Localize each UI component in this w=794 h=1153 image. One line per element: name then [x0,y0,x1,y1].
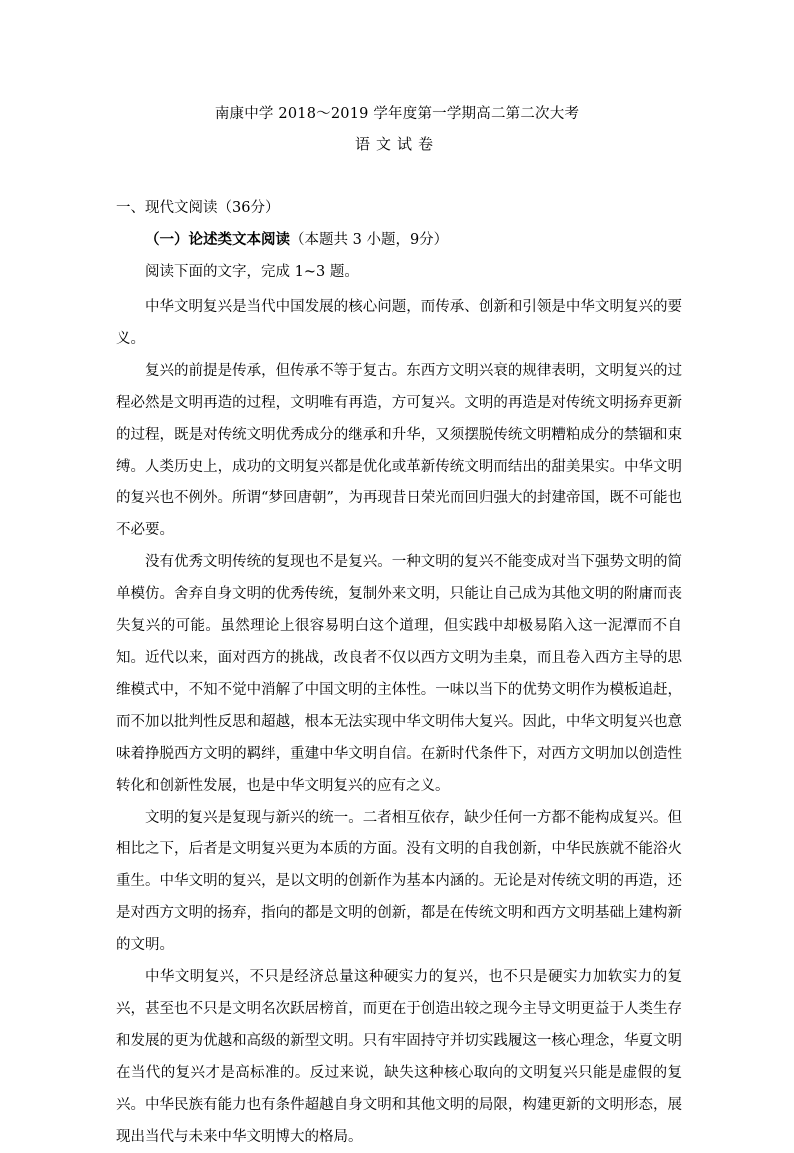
section-heading: 一、现代文阅读（36分） [116,200,280,216]
subsection-note: （本题共 3 小题，9分） [290,232,449,248]
passage-paragraph: 复兴的前提是传承，但传承不等于复古。东西方文明兴衰的规律表明，文明复兴的过程必然是文明再造的过程，文明唯有再造，方可复兴。文明的再造是对传统文明扬弃更新的过程，既是对传统文明优秀成分的继承和升华，又须摆脱传统文明糟粕成分的禁锢和束缚。人类历史上，成功的文明复兴都是优化或革新传统文明而结出的甜美果实。中华文明的复兴也不例外。所谓“梦回唐朝”，为再现昔日荣光而回归强大的封建帝国，既不可能也不必要。 [116,362,682,539]
passage-paragraph: 文明的复兴是复现与新兴的统一。二者相互依存，缺少任何一方都不能构成复兴。但相比之下，后者是文明复兴更为本质的方面。没有文明的自我创新，中华民族就不能浴火重生。中华文明的复兴，是以文明的创新作为基本内涵的。无论是对传统文明的再造，还是对西方文明的扬弃，指向的都是文明的创新，都是在传统文明和西方文明基础上建构新的文明。 [116,809,682,954]
reading-instruction: 阅读下面的文字，完成 1~3 题。 [145,264,359,280]
passage-paragraph: 没有优秀文明传统的复现也不是复兴。一种文明的复兴不能变成对当下强势文明的简单模仿。舍弃自身文明的优秀传统，复制外来文明，只能让自己成为其他文明的附庸而丧失复兴的可能。虽然理论上很容易明白这个道理，但实践中却极易陷入这一泥潭而不自知。近代以来，面对西方的挑战，改良者不仅以西方文明为圭臬，而且卷入西方主导的思维模式中，不知不觉中消解了中国文明的主体性。一味以当下的优势文明作为模板追赶，而不加以批判性反思和超越，根本无法实现中华文明伟大复兴。因此，中华文明复兴也意味着挣脱西方文明的羁绊，重建中华文明自信。在新时代条件下，对西方文明加以创造性转化和创新性发展，也是中华文明复兴的应有之义。 [116,554,682,794]
subsection-heading [145,228,448,249]
passage-paragraph: 中华文明复兴是当代中国发展的核心问题，而传承、创新和引领是中华文明复兴的要义。 [116,299,682,347]
passage-paragraph: 中华文明复兴，不只是经济总量这种硬实力的复兴，也不只是硬实力加软实力的复兴，甚至也不只是文明名次跃居榜首，而更在于创造出较之现今主导文明更益于人类生存和发展的更为优越和高级的新型文明。只有牢固持守并切实践履这一核心理念，华夏文明在当代的复兴才是高标准的。反过来说，缺失这种核心取向的文明复兴只能是虚假的复兴。中华民族有能力也有条件超越自身文明和其他文明的局限，构建更新的文明形态，展现出当代与未来中华文明博大的格局。 [116,969,682,1145]
passage-body [116,292,682,1153]
exam-subtitle: 语文试卷 [354,135,439,153]
exam-title: 南康中学 2018～2019 学年度第一学期高二第二次大考 [214,106,580,122]
subsection-title: （一）论述类文本阅读 [145,232,290,248]
